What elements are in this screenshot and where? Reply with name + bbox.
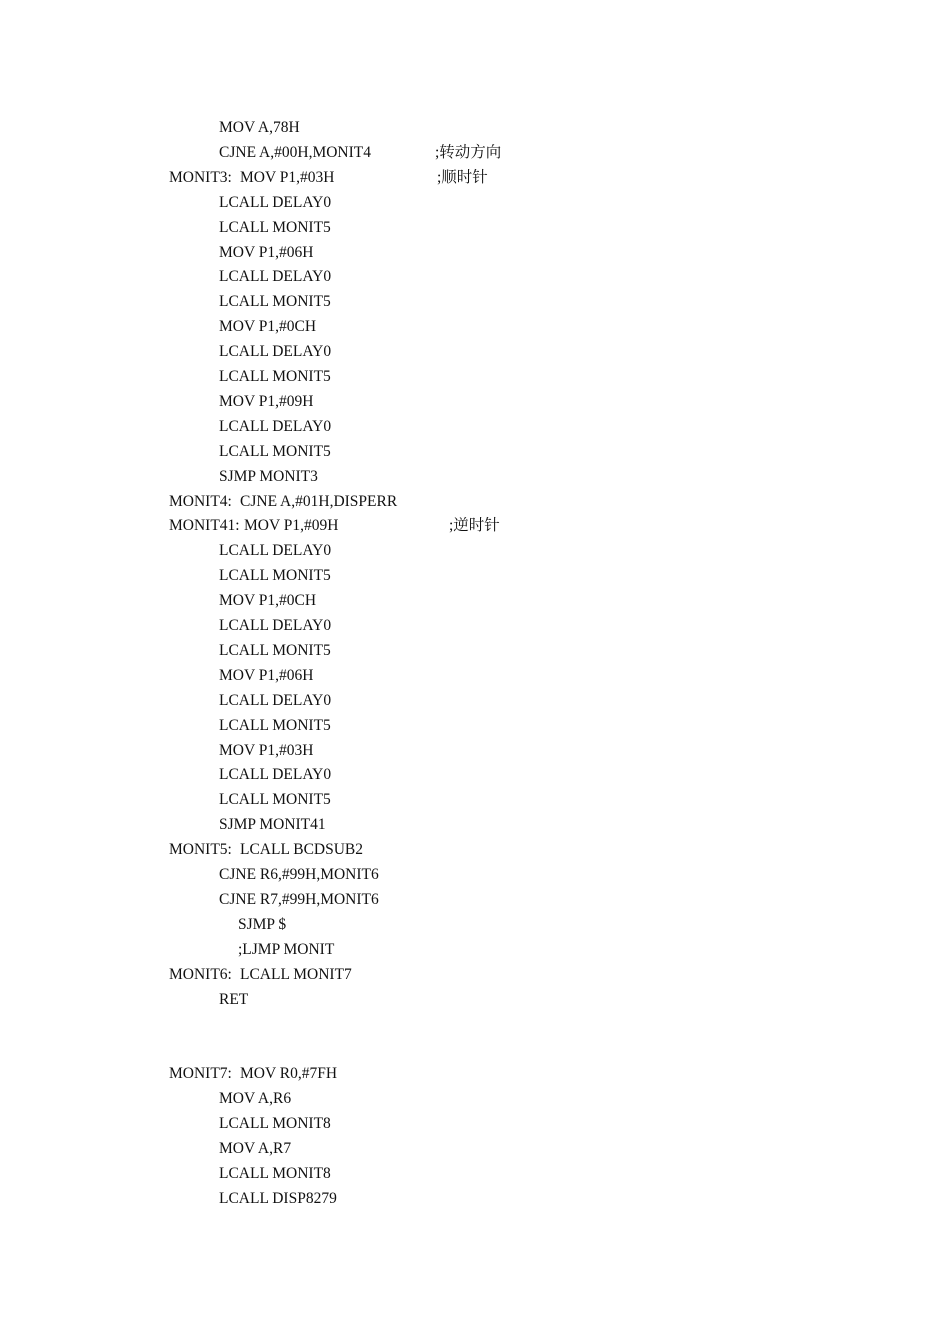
code-instruction: LCALL MONIT5 — [219, 293, 331, 311]
code-instruction: LCALL BCDSUB2 — [240, 841, 364, 859]
code-instruction: LCALL DELAY0 — [219, 766, 332, 784]
code-line — [0, 340, 950, 365]
code-comment: ;转动方向 — [435, 143, 502, 161]
code-instruction: MOV P1,#03H — [219, 741, 314, 759]
code-line — [0, 739, 950, 764]
code-label: MONIT41: — [169, 517, 240, 535]
code-line — [0, 265, 950, 290]
code-line — [0, 938, 950, 963]
code-line — [0, 888, 950, 913]
code-comment: ;逆时针 — [449, 517, 500, 535]
code-instruction: MOV P1,#09H — [244, 517, 339, 535]
code-instruction: SJMP $ — [238, 915, 287, 933]
code-instruction: CJNE R7,#99H,MONIT6 — [219, 890, 379, 908]
code-instruction: MOV P1,#06H — [219, 243, 314, 261]
code-label: MONIT6: — [169, 965, 232, 983]
code-instruction: LCALL MONIT5 — [219, 442, 331, 460]
code-line — [0, 216, 950, 241]
code-line — [0, 539, 950, 564]
code-line — [0, 589, 950, 614]
code-instruction: MOV R0,#7FH — [240, 1065, 338, 1083]
code-line — [0, 838, 950, 863]
code-instruction: SJMP MONIT41 — [219, 816, 326, 834]
code-instruction: ;LJMP MONIT — [238, 940, 335, 958]
code-instruction: LCALL DELAY0 — [219, 417, 332, 435]
code-instruction: LCALL MONIT5 — [219, 218, 331, 236]
code-instruction: CJNE A,#01H,DISPERR — [240, 492, 398, 510]
code-line — [0, 763, 950, 788]
code-instruction: MOV A,78H — [219, 119, 300, 136]
code-line — [0, 639, 950, 664]
code-instruction: CJNE R6,#99H,MONIT6 — [219, 866, 379, 883]
code-label: MONIT4: — [169, 492, 232, 510]
code-instruction: LCALL MONIT5 — [219, 791, 331, 809]
code-instruction: MOV A,R7 — [219, 1139, 292, 1157]
code-line — [0, 191, 950, 216]
code-line — [0, 714, 950, 739]
code-instruction: SJMP MONIT3 — [219, 467, 318, 485]
code-line — [0, 863, 950, 888]
code-line — [0, 564, 950, 589]
code-instruction: LCALL MONIT5 — [219, 641, 331, 659]
code-instruction: MOV P1,#0CH — [219, 592, 317, 610]
code-line — [0, 689, 950, 714]
code-instruction: MOV P1,#09H — [219, 392, 314, 410]
code-line — [0, 490, 950, 515]
code-instruction: MOV P1,#03H — [240, 168, 335, 186]
code-line — [0, 1087, 950, 1112]
code-instruction: CJNE A,#00H,MONIT4 — [219, 143, 371, 161]
code-line — [0, 664, 950, 689]
code-line — [0, 813, 950, 838]
code-instruction: LCALL MONIT5 — [219, 567, 331, 585]
code-comment: ;顺时针 — [437, 168, 488, 186]
code-instruction: LCALL DELAY0 — [219, 617, 332, 634]
code-line — [0, 913, 950, 938]
code-line — [0, 290, 950, 315]
code-instruction: LCALL MONIT8 — [219, 1164, 331, 1182]
code-line — [0, 1062, 950, 1087]
code-line — [0, 614, 950, 639]
code-label: MONIT3: — [169, 168, 232, 186]
code-instruction: LCALL DELAY0 — [219, 542, 332, 560]
code-line — [0, 166, 950, 191]
code-instruction: MOV P1,#06H — [219, 666, 314, 684]
code-line — [0, 1162, 950, 1187]
code-instruction: LCALL DELAY0 — [219, 193, 332, 211]
code-line — [0, 415, 950, 440]
code-line — [0, 465, 950, 490]
code-instruction: LCALL DELAY0 — [219, 343, 332, 361]
code-line — [0, 963, 950, 988]
code-line — [0, 1187, 950, 1212]
code-instruction: LCALL DELAY0 — [219, 268, 332, 286]
code-line — [0, 141, 950, 166]
code-line — [0, 788, 950, 813]
code-instruction: LCALL DELAY0 — [219, 691, 332, 709]
code-instruction: LCALL MONIT5 — [219, 716, 331, 734]
code-label: MONIT5: — [169, 841, 232, 859]
code-line — [0, 440, 950, 465]
code-line — [0, 1112, 950, 1137]
code-line — [0, 988, 950, 1013]
code-instruction: MOV P1,#0CH — [219, 318, 317, 336]
code-line — [0, 241, 950, 266]
code-line — [0, 116, 950, 141]
code-instruction: LCALL DISP8279 — [219, 1189, 337, 1207]
code-instruction: LCALL MONIT8 — [219, 1115, 331, 1132]
code-line — [0, 315, 950, 340]
code-instruction: RET — [219, 990, 249, 1008]
code-instruction: LCALL MONIT5 — [219, 368, 331, 385]
code-label: MONIT7: — [169, 1065, 232, 1083]
code-line — [0, 1137, 950, 1162]
code-line — [0, 514, 950, 539]
code-line — [0, 365, 950, 390]
code-instruction: MOV A,R6 — [219, 1090, 292, 1108]
code-instruction: LCALL MONIT7 — [240, 965, 352, 983]
code-line — [0, 390, 950, 415]
